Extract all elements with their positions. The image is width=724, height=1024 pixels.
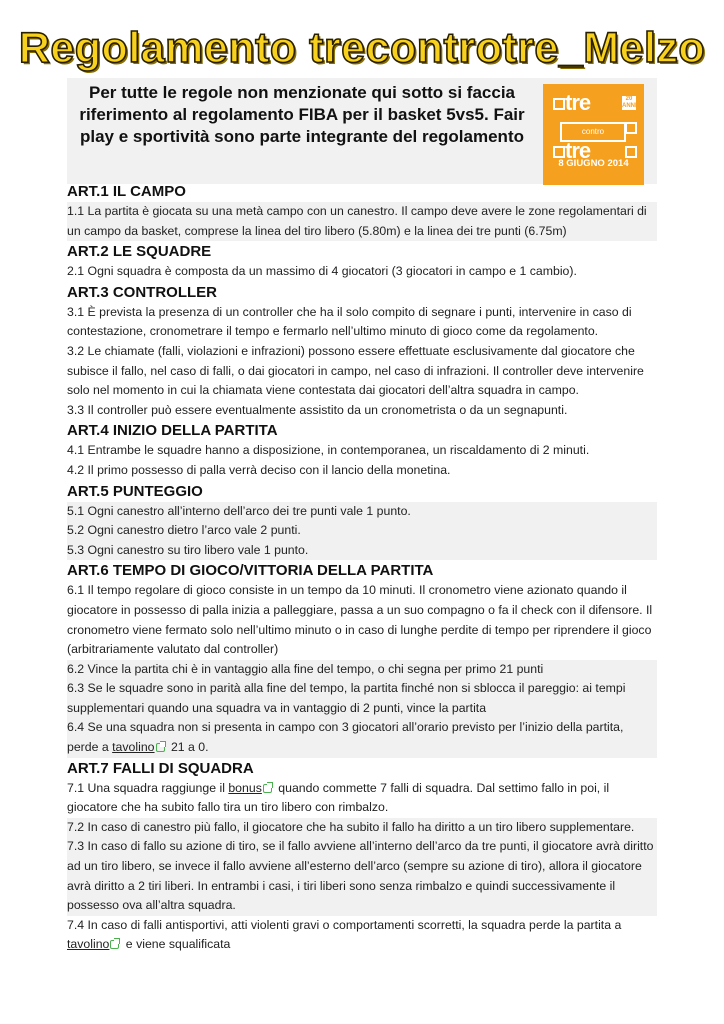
rule-text: 5.2 Ogni canestro dietro l’arco vale 2 punti. <box>67 523 301 538</box>
rule-paragraph <box>67 342 657 401</box>
logo-square-icon <box>625 146 637 158</box>
section-heading: ART.2 LE SQUADRE <box>67 243 212 261</box>
rule-paragraph <box>67 916 657 955</box>
rule-paragraph <box>67 718 657 757</box>
rule-paragraph <box>67 202 657 241</box>
rule-paragraph <box>67 502 657 522</box>
logo-badge: 20 ANNI <box>622 96 637 109</box>
section-heading: ART.6 TEMPO DI GIOCO/VITTORIA DELLA PARTITA <box>67 562 434 580</box>
external-link-icon[interactable] <box>110 940 119 949</box>
rule-paragraph <box>67 262 657 282</box>
rule-text: 3.3 Il controller può essere eventualmente assistito da un cronometrista o da un segnapunti. <box>67 402 568 417</box>
intro-text: Per tutte le regole non menzionate qui sotto si faccia riferimento al regolamento FIBA per il basket 5vs5. Fair play e sportività sono parte integrante del regolamento <box>79 83 525 146</box>
rule-paragraph <box>67 303 657 342</box>
rule-paragraph <box>67 521 657 541</box>
rule-paragraph <box>67 461 657 481</box>
rule-text: 7.3 In caso di fallo su azione di tiro, se il fallo avviene all’interno dell’arco da tre punti, il giocatore avrà diritto ad un tiro libero, se invece il fallo avviene all’esterno dell’arco (sempre su azione di tiro), allora il giocatore avrà diritto a 2 tiri liberi. In entrambi i casi, i tiri liberi sono senza rimbalzo e quindi successivamente il possesso ova all’altra squadra. <box>67 839 654 913</box>
rule-paragraph <box>67 679 657 718</box>
rule-paragraph <box>67 779 657 818</box>
document-title: Regolamento trecontrotre_Melzo <box>18 24 706 72</box>
section-heading: ART.7 FALLI DI SQUADRA <box>67 759 254 777</box>
glossary-link[interactable]: tavolino <box>112 740 155 755</box>
rule-paragraph <box>67 441 657 461</box>
rule-text: 4.1 Entrambe le squadre hanno a disposizione, in contemporanea, un riscaldamento di 2 minuti. <box>67 443 590 458</box>
logo-top-word: tre <box>565 90 591 115</box>
rule-text-after-link: quando commette 7 falli di squadra. Dal settimo fallo in poi, il giocatore che ha subito fallo tira un tiro libero con rimbalzo. <box>67 780 610 815</box>
logo-square-icon <box>553 98 565 110</box>
external-link-icon[interactable] <box>263 784 272 793</box>
rule-paragraph <box>67 660 657 680</box>
rule-text: 6.2 Vince la partita chi è in vantaggio alla fine del tempo, o chi segna per primo 21 punti <box>67 661 544 676</box>
rule-text: 5.3 Ogni canestro su tiro libero vale 1 punto. <box>67 542 309 557</box>
glossary-link[interactable]: tavolino <box>67 937 110 952</box>
rule-text: 7.2 In caso di canestro più fallo, il giocatore che ha subito il fallo ha diritto a un tiro libero supplementare. <box>67 819 635 834</box>
rule-paragraph <box>67 581 657 659</box>
section-heading: ART.1 IL CAMPO <box>67 183 186 200</box>
rule-paragraph <box>67 837 657 915</box>
rules-body <box>67 181 657 955</box>
rule-text: 1.1 La partita è giocata su una metà campo con un canestro. Il campo deve avere le zone regolamentari di un campo da basket, comprese la linea del tiro libero (5.80m) e la linea dei tre punti (6.75m) <box>67 204 647 238</box>
rule-text: 7.4 In caso di falli antisportivi, atti violenti gravi o comportamenti scorretti, la squadra perde la partita a <box>67 917 622 932</box>
logo-square-icon <box>553 146 565 158</box>
logo-bottom-word: tre <box>565 138 591 163</box>
rule-paragraph <box>67 818 657 838</box>
rule-text: 4.2 Il primo possesso di palla verrà deciso con il lancio della monetina. <box>67 462 451 477</box>
logo-middle-word: contro <box>560 122 626 142</box>
rule-text: 5.1 Ogni canestro all’interno dell’arco dei tre punti vale 1 punto. <box>67 503 411 518</box>
section-heading: ART.4 INIZIO DELLA PARTITA <box>67 422 278 440</box>
logo-square-icon <box>625 122 637 134</box>
glossary-link[interactable]: bonus <box>228 780 262 795</box>
rule-paragraph <box>67 541 657 561</box>
logo-date: 8 GIUGNO 2014 <box>558 158 629 169</box>
rule-text: 6.4 Se una squadra non si presenta in campo con 3 giocatori all’orario previsto per l’inizio della partita, perde a <box>67 720 624 755</box>
rule-text: 6.3 Se le squadre sono in parità alla fine del tempo, la partita finché non si sblocca il pareggio: ai tempi supplementari quando una squadra va in vantaggio di 2 punti, vince la partita <box>67 681 626 715</box>
rule-text: 2.1 Ogni squadra è composta da un massimo di 4 giocatori (3 giocatori in campo e 1 cambio). <box>67 264 577 279</box>
section-heading: ART.5 PUNTEGGIO <box>67 482 203 500</box>
event-logo <box>543 84 644 185</box>
external-link-icon[interactable] <box>156 743 165 752</box>
rule-text: 3.1 È prevista la presenza di un controller che ha il solo compito di segnare i punti, intervenire in caso di contestazione, cronometrare il tempo e fermarlo nell’ultimo minuto di gioco come da regolamento. <box>67 304 632 339</box>
rule-text: 7.1 Una squadra raggiunge il <box>67 780 225 795</box>
rule-paragraph <box>67 401 657 421</box>
rule-text: 3.2 Le chiamate (falli, violazioni e infrazioni) possono essere effettuate esclusivamente dal giocatore che subisce il fallo, nel caso di falli, o dai giocatori in campo, nel caso di infrazioni. Il controller deve intervenire solo nel momento in cui la chiamata viene contestata dai giocatori dell’altra squadra in campo. <box>67 343 644 398</box>
section-heading: ART.3 CONTROLLER <box>67 283 217 301</box>
rule-text: 6.1 Il tempo regolare di gioco consiste in un tempo da 10 minuti. Il cronometro viene azionato quando il giocatore in possesso di palla inizia a palleggiare, passa a un suo compagno o fa il check con il difensore. Il cronometro viene fermato solo nell’ultimo minuto o in caso di lunghe perdite di tempo per riprendere il gioco (arbitrariamente valutato dal controller) <box>67 583 653 657</box>
rule-text-after-link: e viene squalificata <box>122 937 231 952</box>
rule-text-after-link: 21 a 0. <box>167 740 209 755</box>
